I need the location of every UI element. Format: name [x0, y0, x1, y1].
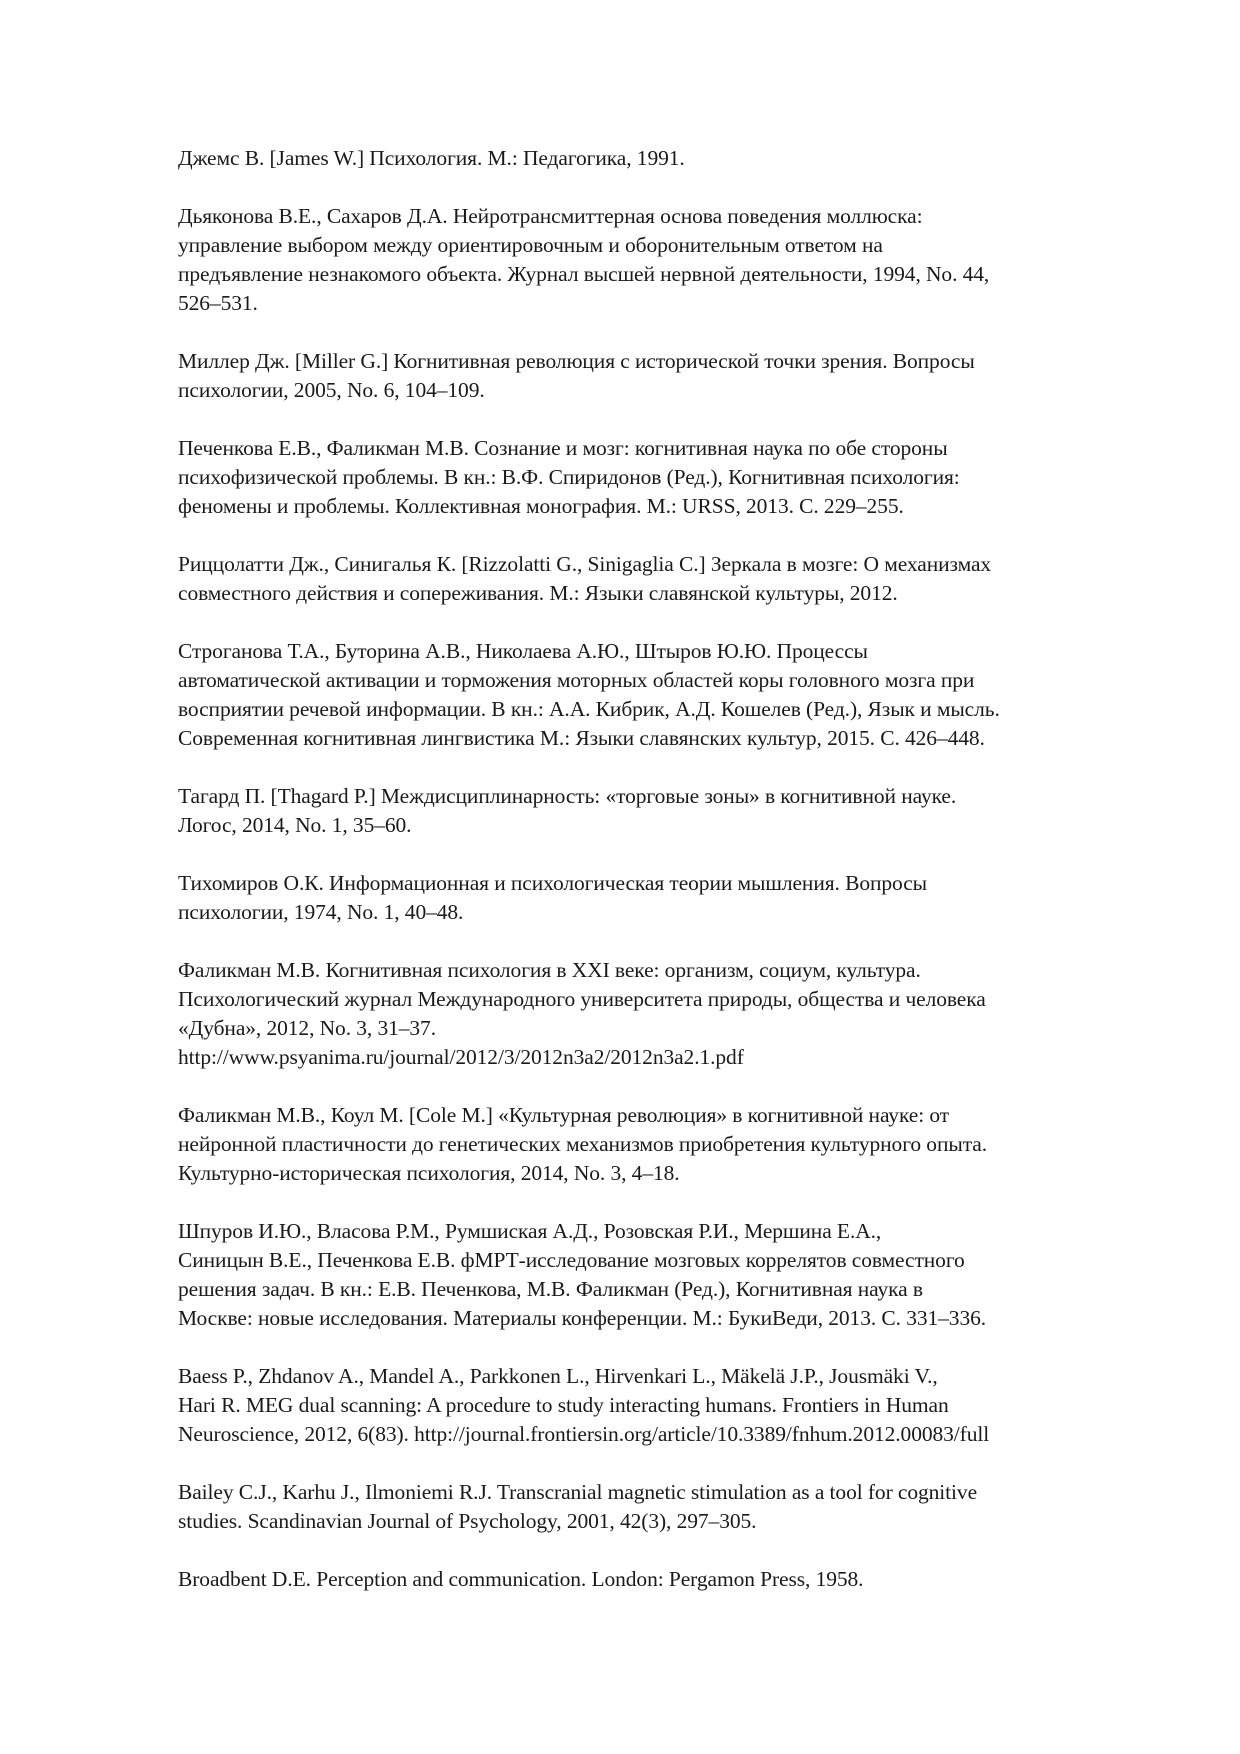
reference-item: Broadbent D.E. Perception and communication. London: Pergamon Press, 1958.	[178, 1567, 864, 1591]
reference-item: Шпуров И.Ю., Власова Р.М., Румшиская А.Д., Розовская Р.И., Мершина Е.А., Синицын В.Е., Печенкова Е.В. фМРТ-исследование мозговых коррелятов совместного решения задач. В кн.: Е.В. Печенкова, М.В. Фаликман (Ред.), Когнитивная наука в Москве: новые исследования. Материалы конференции. М.: БукиВеди, 2013. С. 331–336.	[178, 1219, 987, 1330]
reference-item: Baess P., Zhdanov A., Mandel A., Parkkonen L., Hirvenkari L., Mäkelä J.P., Jousmäki V., Hari R. MEG dual scanning: A procedure to study interacting humans. Frontiers in Human Neuroscience, 2012, 6(83). http://journal.frontiersin.org/article/10.3389/fnhum.2012.00083/full	[178, 1364, 990, 1446]
reference-item: Тихомиров О.К. Информационная и психологическая теории мышления. Вопросы психологии, 1974, No. 1, 40–48.	[178, 871, 927, 924]
reference-item: Миллер Дж. [Miller G.] Когнитивная революция с исторической точки зрения. Вопросы психологии, 2005, No. 6, 104–109.	[178, 349, 975, 402]
reference-item: Дьяконова В.Е., Сахаров Д.А. Нейротрансмиттерная основа поведения моллюска: управление выбором между ориентировочным и оборонительным ответом на предъявление незнакомого объекта. Журнал высшей нервной деятельности, 1994, No. 44, 526–531.	[178, 204, 990, 315]
reference-item: Фаликман М.В. Когнитивная психология в XXI веке: организм, социум, культура. Психологический журнал Международного университета природы, общества и человека «Дубна», 2012, No. 3, 31–37. http://www.psyanima.ru/journal/2012/3/2012n3a2/2012n3a2.1.pdf	[178, 958, 986, 1069]
reference-item: Bailey C.J., Karhu J., Ilmoniemi R.J. Transcranial magnetic stimulation as a tool for cognitive studies. Scandinavian Journal of Psychology, 2001, 42(3), 297–305.	[178, 1480, 978, 1533]
reference-item: Печенкова Е.В., Фаликман М.В. Сознание и мозг: когнитивная наука по обе стороны психофизической проблемы. В кн.: В.Ф. Спиридонов (Ред.), Когнитивная психология: феномены и проблемы. Коллективная монография. М.: URSS, 2013. С. 229–255.	[178, 436, 960, 518]
reference-item: Тагард П. [Thagard P.] Междисциплинарность: «торговые зоны» в когнитивной науке. Логос, 2014, No. 1, 35–60.	[178, 784, 957, 837]
reference-item: Фаликман М.В., Коул М. [Cole M.] «Культурная революция» в когнитивной науке: от нейронной пластичности до генетических механизмов приобретения культурного опыта. Культурно-историческая психология, 2014, No. 3, 4–18.	[178, 1103, 987, 1185]
reference-item: Строганова Т.А., Буторина А.В., Николаева А.Ю., Штыров Ю.Ю. Процессы автоматической активации и торможения моторных областей коры головного мозга при восприятии речевой информации. В кн.: А.А. Кибрик, А.Д. Кошелев (Ред.), Язык и мысль. Современная когнитивная лингвистика М.: Языки славянских культур, 2015. С. 426–448.	[178, 639, 1000, 750]
reference-list	[178, 144, 1163, 1623]
reference-item: Риццолатти Дж., Синигалья К. [Rizzolatti G., Sinigaglia C.] Зеркала в мозге: О механизмах совместного действия и сопереживания. М.: Языки славянской культуры, 2012.	[178, 552, 992, 605]
reference-item: Джемс В. [James W.] Психология. М.: Педагогика, 1991.	[178, 146, 685, 170]
